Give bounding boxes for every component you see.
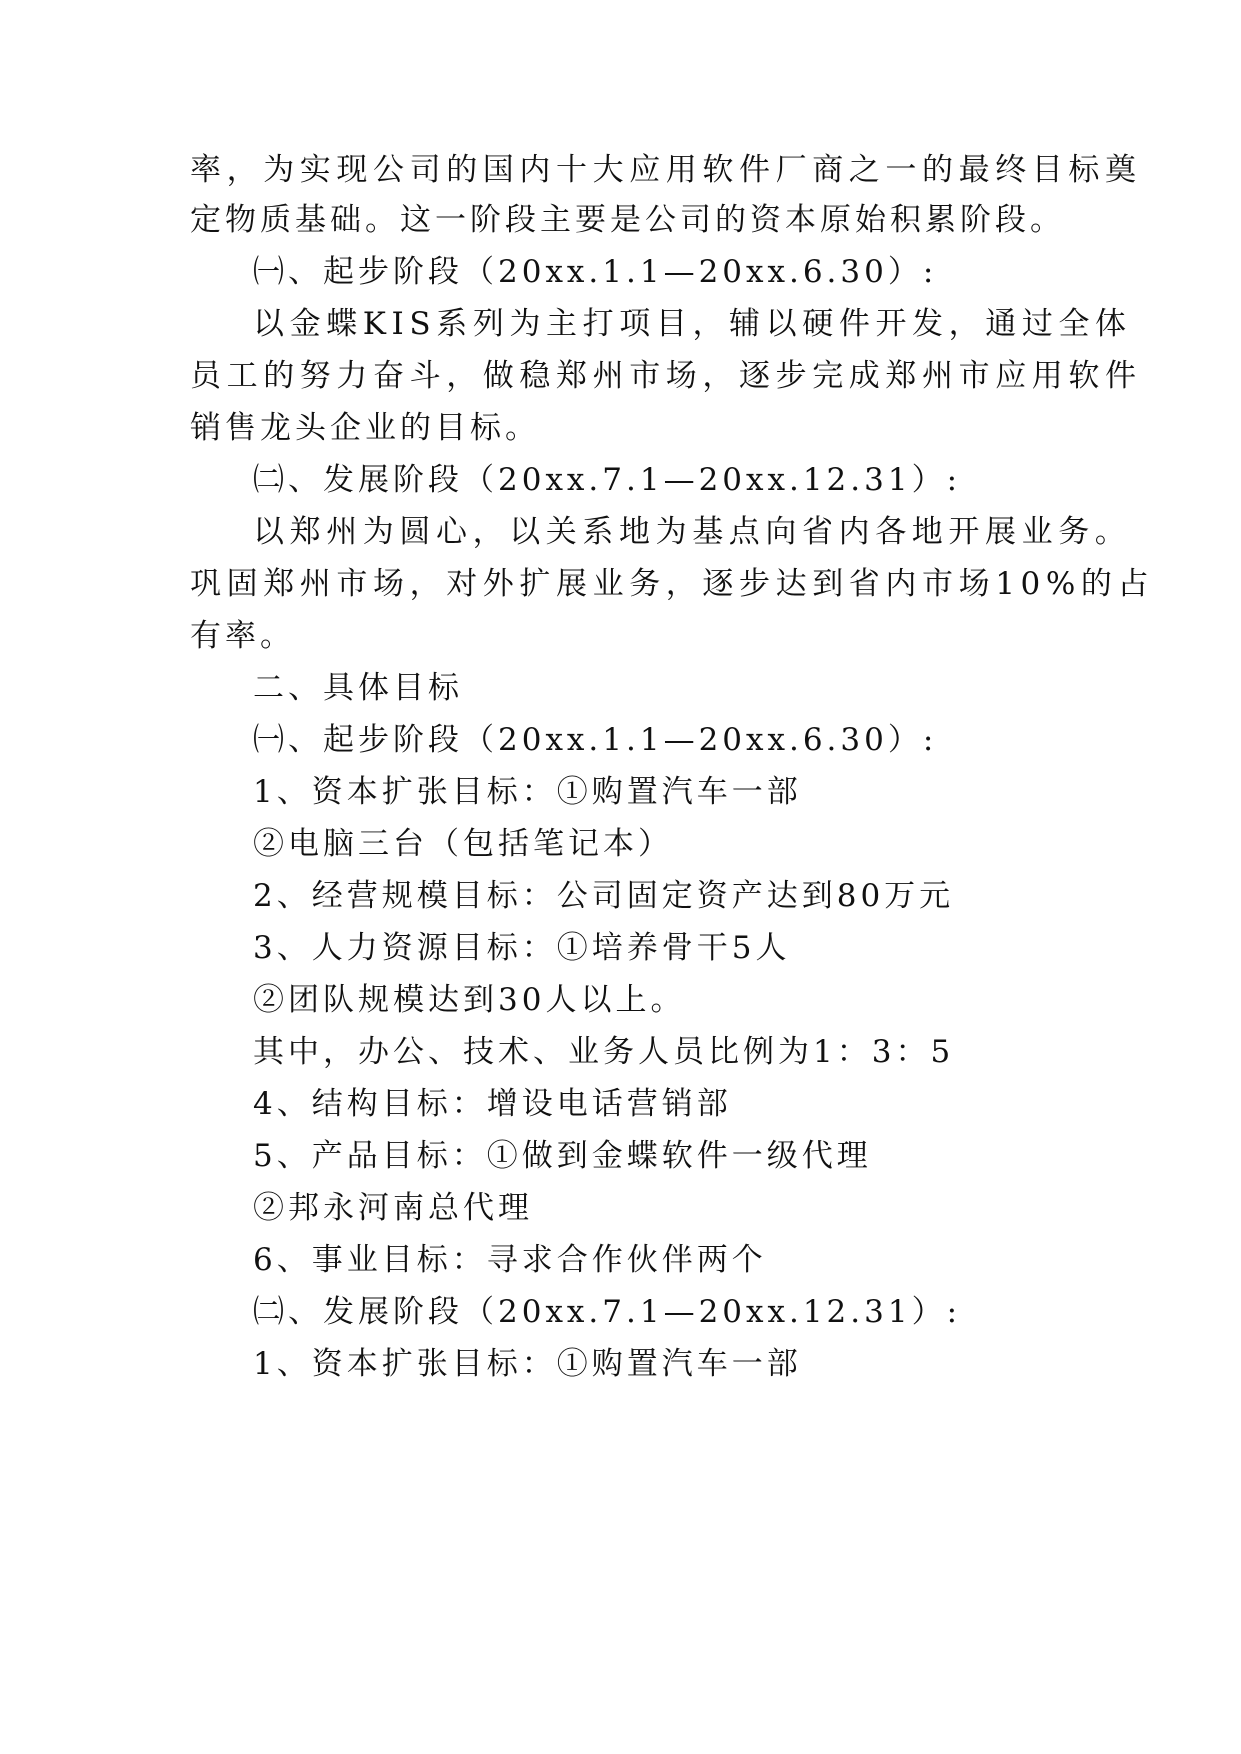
list-item: 其中，办公、技术、业务人员比例为1：3：5 [253,1034,955,1070]
paragraph-line: 员工的努力奋斗，做稳郑州市场，逐步完成郑州市应用软件 [190,358,1142,394]
section-title: 二、具体目标 [253,670,463,706]
paragraph-line: 以金蝶KIS系列为主打项目，辅以硬件开发，通过全体 [253,306,1132,342]
section-heading: ㈡、发展阶段（20xx.7.1—20xx.12.31）: [253,1294,962,1330]
list-item: 2、经营规模目标：公司固定资产达到80万元 [253,878,955,914]
list-item: 1、资本扩张目标：①购置汽车一部 [253,1346,802,1382]
list-item: 4、结构目标：增设电话营销部 [253,1086,732,1122]
list-item: 5、产品目标：①做到金蝶软件一级代理 [253,1138,872,1174]
list-item: 6、事业目标：寻求合作伙伴两个 [253,1242,767,1278]
section-heading: ㈠、起步阶段（20xx.1.1—20xx.6.30）: [253,254,938,290]
paragraph-line: 率，为实现公司的国内十大应用软件厂商之一的最终目标奠 [190,152,1142,188]
paragraph-line: 以郑州为圆心，以关系地为基点向省内各地开展业务。 [253,514,1132,550]
list-item: ②邦永河南总代理 [253,1190,533,1226]
list-item: ②团队规模达到30人以上。 [253,982,686,1018]
paragraph-line: 销售龙头企业的目标。 [190,410,540,446]
section-heading: ㈠、起步阶段（20xx.1.1—20xx.6.30）: [253,722,938,758]
paragraph-line: 有率。 [190,618,295,654]
paragraph-line: 定物质基础。这一阶段主要是公司的资本原始积累阶段。 [190,202,1065,238]
section-heading: ㈡、发展阶段（20xx.7.1—20xx.12.31）: [253,462,962,498]
list-item: 1、资本扩张目标：①购置汽车一部 [253,774,802,810]
list-item: 3、人力资源目标：①培养骨干5人 [253,930,791,966]
paragraph-line: 巩固郑州市场，对外扩展业务，逐步达到省内市场10%的占 [190,566,1155,602]
list-item: ②电脑三台（包括笔记本） [253,826,673,862]
